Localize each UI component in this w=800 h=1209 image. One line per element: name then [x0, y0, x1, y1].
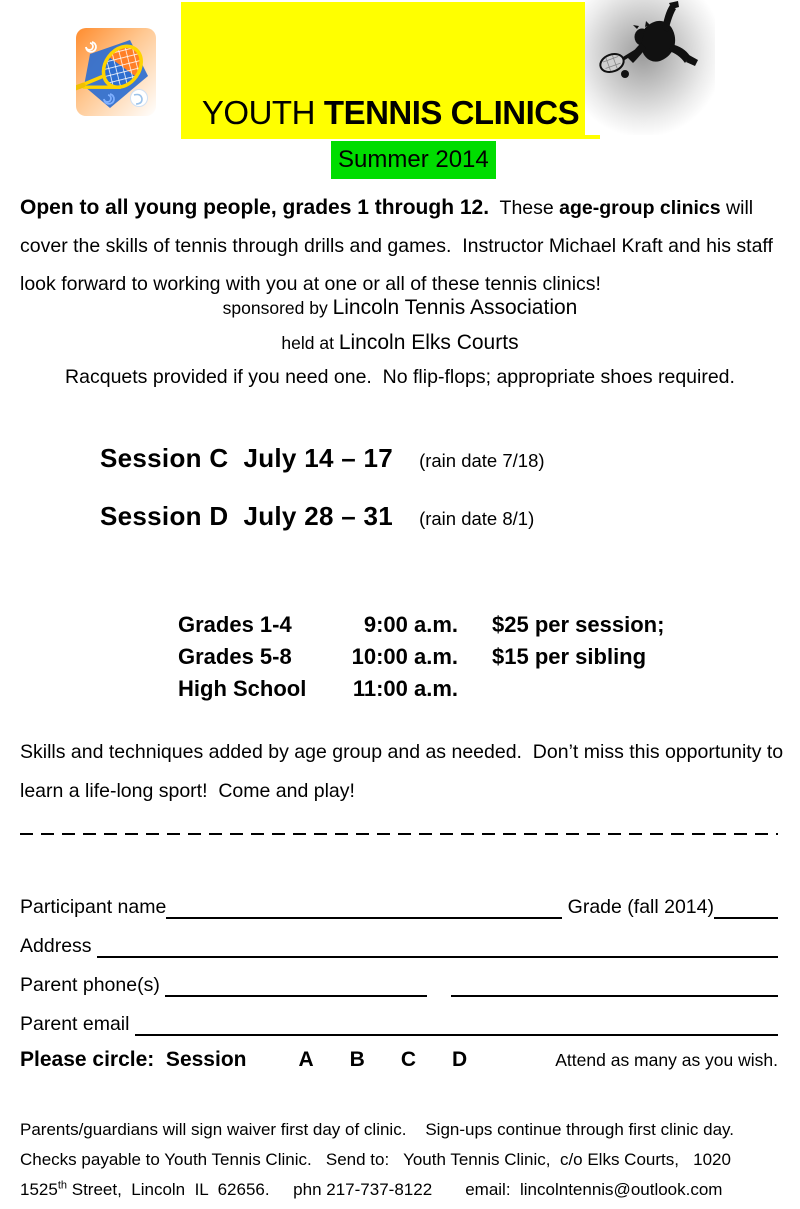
schedule-fee: $25 per session;: [492, 612, 665, 637]
intro-mid: These: [489, 197, 560, 219]
equipment-note: Racquets provided if you need one. No flip-flops; appropriate shoes required.: [65, 366, 735, 388]
intro-lead: Open to all young people, grades 1 through 12.: [20, 196, 490, 219]
schedule-time: 9:00 a.m.: [363, 612, 458, 637]
title-word-youth: YOUTH: [201, 94, 315, 131]
footer-contact-text: Street, Lincoln IL 62656. phn 217-737-8122 email: lincolntennis@outlook.com: [67, 1180, 723, 1199]
parent-email-field[interactable]: [135, 1026, 778, 1036]
title-words-tennis-clinics: TENNIS CLINICS: [323, 94, 580, 131]
sponsored-line: [0, 294, 800, 322]
footer-notes: [20, 1115, 798, 1205]
title-banner: [181, 2, 600, 139]
session-d-title: Session D July 28 – 31: [100, 501, 394, 531]
footer-line-address: [20, 1175, 798, 1205]
held-prefix: held at: [281, 333, 339, 353]
closing-note: Skills and techniques added by age group and as needed. Don’t miss this opportunity to learn a life-long sport! Come and play!: [20, 741, 789, 802]
address-field[interactable]: [97, 948, 778, 958]
tennis-player-icon: [585, 0, 715, 135]
intro-paragraph: [20, 189, 788, 303]
tennis-player-silhouette: [585, 0, 715, 135]
parent-email-label: Parent email: [20, 1013, 135, 1035]
session-option-b[interactable]: B: [349, 1048, 365, 1071]
session-option-c[interactable]: C: [400, 1048, 416, 1071]
season-label: Summer 2014: [331, 141, 496, 179]
session-c-line: [100, 443, 545, 474]
schedule-group: High School: [178, 676, 307, 701]
held-at-line: [0, 329, 800, 357]
schedule-group: Grades 1-4: [178, 612, 292, 637]
session-circle-row: [20, 1048, 778, 1072]
registration-form: [20, 880, 778, 1036]
street-ordinal: th: [57, 1179, 68, 1192]
sponsored-prefix: sponsored by: [222, 298, 333, 318]
session-option-a[interactable]: A: [298, 1048, 314, 1071]
grade-field[interactable]: [714, 909, 778, 919]
parent-phone-label: Parent phone(s): [20, 974, 166, 996]
session-d-rain-date: (rain date 8/1): [419, 508, 535, 529]
participant-name-row: [20, 880, 778, 919]
address-row: [20, 919, 778, 958]
tennis-racquet-clipart: [76, 28, 156, 116]
address-label: Address: [20, 935, 97, 957]
schedule-row: [178, 641, 664, 673]
attend-note: Attend as many as you wish.: [555, 1050, 778, 1070]
tennis-racquet-icon: [76, 28, 156, 116]
intro-tail: will cover the skills of tennis through drills and games. Instructor Michael Kraft and his staff look forward to working with you at one or all of these tennis clinics!: [20, 197, 779, 295]
session-d-line: [100, 501, 534, 532]
street-number: 1525: [20, 1180, 58, 1199]
cut-line-divider: [20, 833, 778, 835]
schedule-fee: $15 per sibling: [492, 644, 647, 669]
session-option-d[interactable]: D: [451, 1048, 468, 1071]
session-c-rain-date: (rain date 7/18): [419, 450, 545, 471]
schedule-row: [178, 609, 664, 641]
schedule-time: 10:00 a.m.: [351, 644, 458, 669]
session-c-title: Session C July 14 – 17: [100, 443, 394, 473]
parent-phone-field-1[interactable]: [165, 987, 427, 997]
schedule-table: [178, 609, 664, 705]
intro-age-group: age-group clinics: [559, 197, 721, 219]
schedule-time: 11:00 a.m.: [352, 676, 458, 701]
participant-name-field[interactable]: [166, 909, 562, 919]
footer-line-checks: Checks payable to Youth Tennis Clinic. Send to: Youth Tennis Clinic, c/o Elks Courts, 1020: [20, 1150, 731, 1169]
grade-label: Grade (fall 2014): [562, 896, 714, 918]
sponsor-name: Lincoln Tennis Association: [332, 296, 578, 319]
parent-phone-field-2[interactable]: [451, 987, 778, 997]
please-circle-label: Please circle: Session: [20, 1048, 247, 1071]
footer-line-waiver: Parents/guardians will sign waiver first day of clinic. Sign-ups continue through first clinic day.: [20, 1120, 735, 1139]
page-title: [181, 94, 600, 132]
schedule-row: [178, 673, 664, 705]
parent-phone-row: [20, 958, 778, 997]
participant-name-label: Participant name: [20, 896, 167, 918]
venue-name: Lincoln Elks Courts: [338, 331, 519, 354]
schedule-group: Grades 5-8: [178, 644, 292, 669]
parent-email-row: [20, 997, 778, 1036]
